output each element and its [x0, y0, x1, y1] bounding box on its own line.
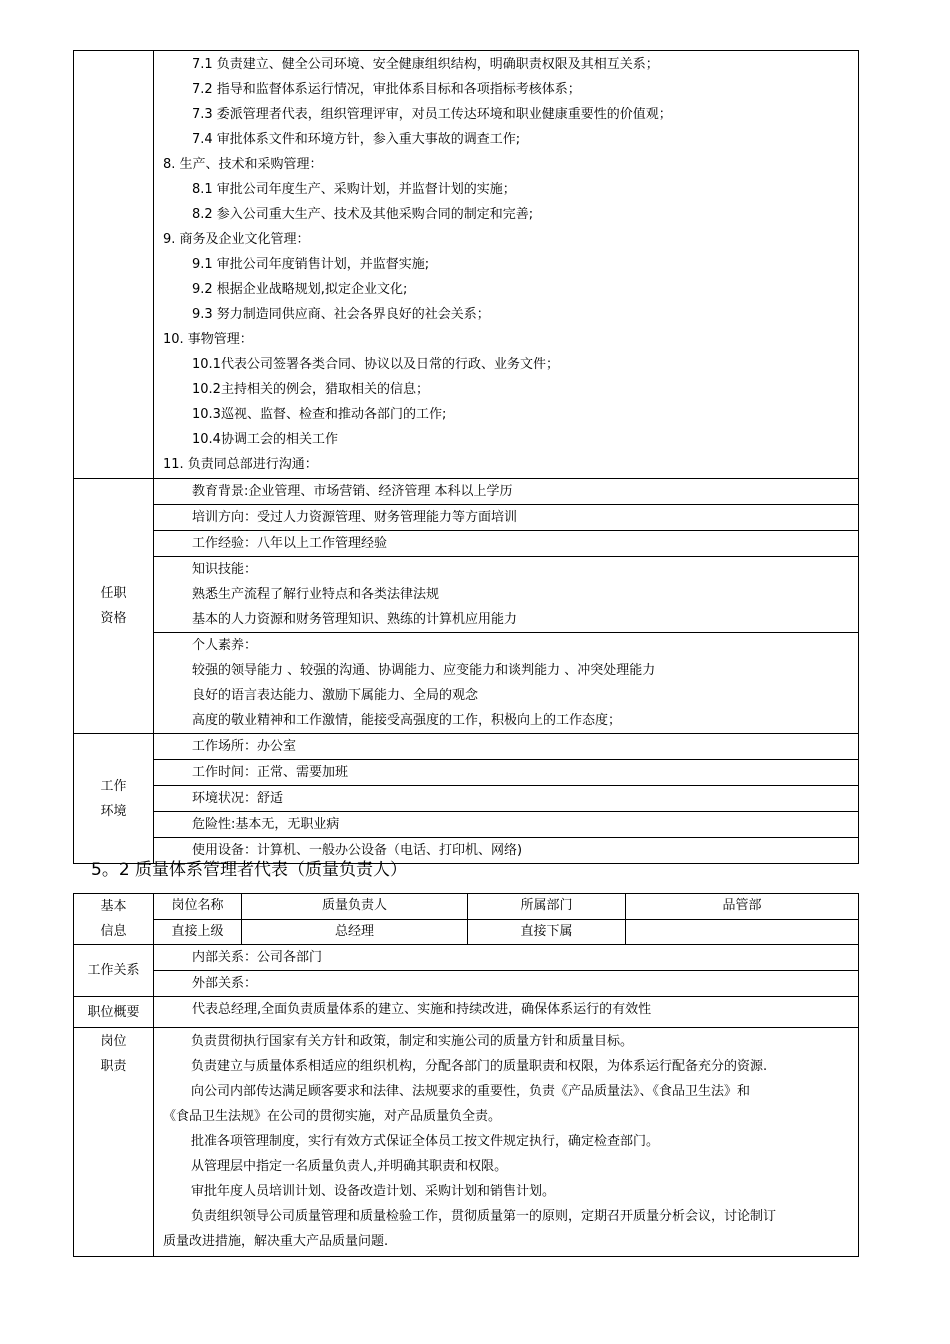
duty-paragraph-line: 负责建立与质量体系相适应的组织机构，分配各部门的质量职责和权限，为体系运行配备充分的资源. — [191, 1059, 768, 1074]
duty-label-cell — [74, 51, 154, 479]
duty-paragraph-line: 负责组织领导公司质量管理和质量检验工作，贯彻质量第一的原则，定期召开质量分析会议，讨论制订 — [191, 1209, 777, 1224]
environment-label: 工作 环境 — [74, 734, 154, 864]
duty-line: 10.3巡视、监督、检查和推动各部门的工作; — [192, 407, 447, 422]
basic-info-label: 基本 信息 — [74, 894, 154, 945]
duty-list — [154, 51, 859, 479]
training-row: 培训方向：受过人力资源管理、财务管理能力等方面培训 — [154, 505, 859, 531]
superior-value: 总经理 — [242, 919, 468, 945]
duty-line: 7.2 指导和监督体系运行情况，审批体系目标和各项指标考核体系； — [192, 82, 581, 97]
work-place-row: 工作场所：办公室 — [154, 734, 859, 760]
duty-paragraph-line: 负责贯彻执行国家有关方针和政策，制定和实施公司的质量方针和质量目标。 — [191, 1034, 634, 1049]
experience-row: 工作经验：八年以上工作管理经验 — [154, 531, 859, 557]
duty-line: 8.2 参入公司重大生产、技术及其他采购合同的制定和完善; — [192, 207, 534, 222]
summary-label: 职位概要 — [74, 997, 154, 1028]
duty-line: 7.3 委派管理者代表，组织管理评审，对员工传达环境和职业健康重要性的价值观； — [192, 107, 672, 122]
knowledge-row: 知识技能： 熟悉生产流程了解行业特点和各类法律法规 基本的人力资源和财务管理知识、熟练的计算机应用能力 — [154, 557, 859, 633]
equipment-row: 使用设备：计算机、一般办公设备（电话、打印机、网络) — [154, 838, 859, 864]
duty-paragraph-line: 向公司内部传达满足顾客要求和法律、法规要求的重要性，负责《产品质量法》、《食品卫生法》和 — [191, 1084, 751, 1099]
internal-relations: 内部关系：公司各部门 — [154, 945, 859, 971]
duties-text — [154, 1028, 859, 1257]
duty-line: 10.1代表公司签署各类合同、协议以及日常的行政、业务文件； — [192, 357, 559, 372]
duty-line: 10.4协调工会的相关工作 — [192, 432, 338, 447]
post-name-label: 岗位名称 — [154, 894, 242, 920]
duty-line: 7.4 审批体系文件和环境方针，参入重大事故的调查工作; — [192, 132, 521, 147]
superior-label: 直接上级 — [154, 919, 242, 945]
duty-line: 9.1 审批公司年度销售计划，并监督实施; — [192, 257, 430, 272]
department-value: 品管部 — [626, 894, 859, 920]
duty-line: 9. 商务及企业文化管理： — [163, 232, 310, 247]
duty-line: 8.1 审批公司年度生产、采购计划，并监督计划的实施； — [192, 182, 516, 197]
post-name-value: 质量负责人 — [242, 894, 468, 920]
section-heading: 5。2 质量体系管理者代表（质量负责人） — [91, 860, 408, 880]
duty-paragraph-line: 从管理层中指定一名质量负责人,并明确其职责和权限。 — [191, 1159, 508, 1174]
duty-line: 8. 生产、技术和采购管理： — [163, 157, 323, 172]
hazard-row: 危险性:基本无，无职业病 — [154, 812, 859, 838]
duty-line: 10.2主持相关的例会，猎取相关的信息； — [192, 382, 429, 397]
quality-representative-table — [73, 893, 859, 1257]
duty-paragraph-line: 质量改进措施，解决重大产品质量问题. — [163, 1234, 389, 1249]
duties-label: 岗位 职责 — [74, 1028, 154, 1257]
subordinate-value — [626, 919, 859, 945]
duty-line: 9.2 根据企业战略规划,拟定企业文化; — [192, 282, 408, 297]
duty-line: 9.3 努力制造同供应商、社会各界良好的社会关系； — [192, 307, 490, 322]
duty-line: 7.1 负责建立、健全公司环境、安全健康组织结构，明确职责权限及其相互关系； — [192, 57, 659, 72]
duty-line: 11. 负责同总部进行沟通： — [163, 457, 318, 472]
subordinate-label: 直接下属 — [468, 919, 626, 945]
qualification-label: 任职 资格 — [74, 479, 154, 734]
external-relations: 外部关系： — [154, 971, 859, 997]
job-description-table-continued — [73, 50, 859, 864]
duty-paragraph-line: 审批年度人员培训计划、设备改造计划、采购计划和销售计划。 — [191, 1184, 556, 1199]
duty-paragraph-line: 批准各项管理制度，实行有效方式保证全体员工按文件规定执行，确定检查部门。 — [191, 1134, 660, 1149]
summary-text: 代表总经理,全面负责质量体系的建立、实施和持续改进，确保体系运行的有效性 — [154, 997, 859, 1028]
personal-quality-row: 个人素养： 较强的领导能力 、较强的沟通、协调能力、应变能力和谈判能力 、冲突处理能力 良好的语言表达能力、激励下属能力、全局的观念 高度的敬业精神和工作激情，能接受高强度的工作，积极向上的工作态度； — [154, 633, 859, 734]
education-row: 教育背景:企业管理、市场营销、经济管理 本科以上学历 — [154, 479, 859, 505]
environment-condition-row: 环境状况：舒适 — [154, 786, 859, 812]
relations-label: 工作关系 — [74, 945, 154, 997]
department-label: 所属部门 — [468, 894, 626, 920]
duty-line: 10. 事物管理： — [163, 332, 253, 347]
work-time-row: 工作时间：正常、需要加班 — [154, 760, 859, 786]
duty-paragraph-line: 《食品卫生法规》在公司的贯彻实施，对产品质量负全责。 — [163, 1109, 502, 1124]
